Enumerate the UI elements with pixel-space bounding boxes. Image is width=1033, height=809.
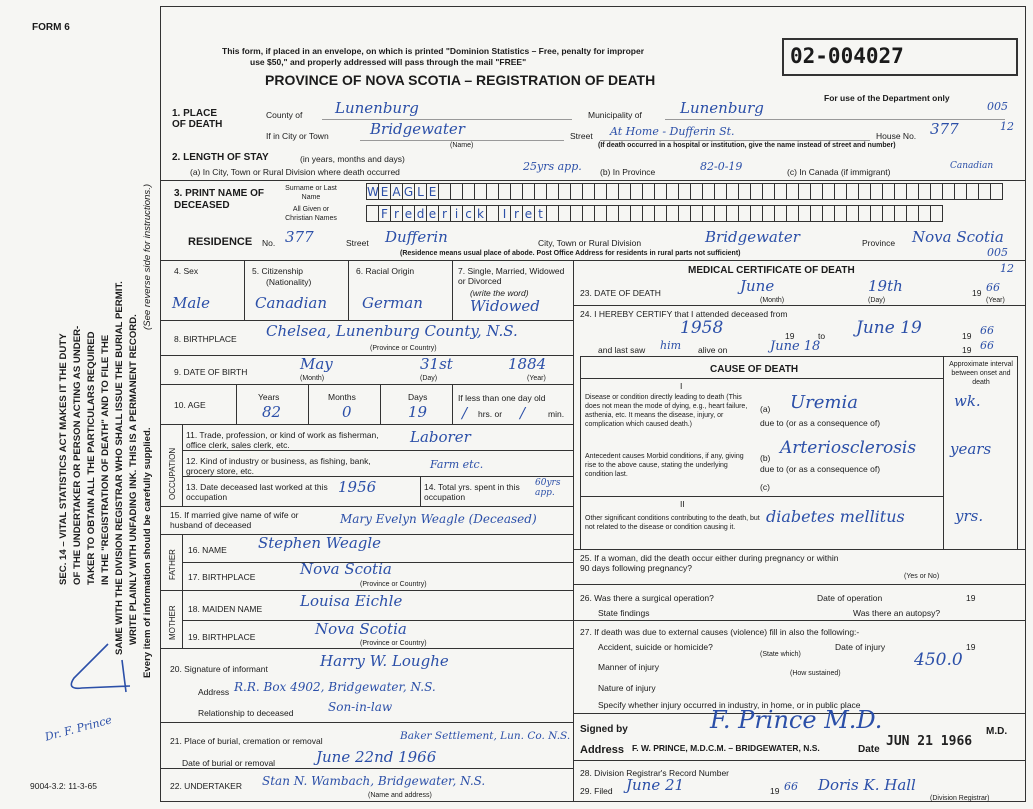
operation-date-label: Date of operation xyxy=(817,593,883,603)
surname-char: E xyxy=(426,183,439,200)
undertaker-value: Stan N. Wambach, Bridgewater, N.S. xyxy=(262,774,486,788)
cause-part-two: II xyxy=(680,499,685,509)
attended-from-19: 19 xyxy=(785,331,795,341)
side-instruction-4: SAME WITH THE DIVISION REGISTRAR WHO SHALL ISSUE THE BURIAL PERMIT. xyxy=(114,281,125,655)
registrar-signature: Doris K. Hall xyxy=(818,776,916,794)
operation-19: 19 xyxy=(966,593,976,603)
burial-value: Baker Settlement, Lun. Co. N.S. xyxy=(400,730,571,742)
given-char: k xyxy=(474,205,487,222)
cause-b-interval: years xyxy=(950,440,992,458)
dob-month: May xyxy=(300,355,333,373)
informant-signature: Harry W. Loughe xyxy=(320,652,449,670)
state-which-caption: (State which) xyxy=(760,651,801,658)
dob-label: 9. DATE OF BIRTH xyxy=(174,367,248,377)
cause-part-one: I xyxy=(680,381,683,391)
birthplace-caption: (Province or Country) xyxy=(370,345,437,352)
place-of-death-label: 1. PLACE OF DEATH xyxy=(172,108,223,130)
surname-char: G xyxy=(403,185,414,199)
injury-date-label: Date of injury xyxy=(835,642,886,652)
given-char: F xyxy=(378,205,391,222)
cause-b-label: (b) xyxy=(760,453,771,463)
informant-address: R.R. Box 4902, Bridgewater, N.S. xyxy=(234,680,436,694)
citizenship-label: 5. Citizenship xyxy=(252,266,304,276)
residence-label: RESIDENCE xyxy=(188,236,253,248)
date-stamp: JUN 21 1966 xyxy=(886,734,973,749)
dob-year-cap: (Year) xyxy=(527,375,546,382)
age-days: 19 xyxy=(408,403,428,421)
cause-of-death-title: CAUSE OF DEATH xyxy=(710,364,799,375)
spouse-label: 15. If married give name of wife or husband of deceased xyxy=(170,510,299,530)
dob-year: 1884 xyxy=(508,355,547,373)
given-char: r xyxy=(510,205,523,222)
marital-label: 7. Single, Married, Widowed or Divorced xyxy=(458,266,565,286)
surname-char: E xyxy=(378,183,391,200)
death-year: 66 xyxy=(986,281,1000,294)
residence-street-label: Street xyxy=(346,238,369,248)
city-label: If in City or Town xyxy=(266,131,329,141)
hospital-note: (If death occurred in a hospital or institution, give the name instead of street and number) xyxy=(598,142,896,149)
last-saw-label: and last saw xyxy=(598,345,646,355)
age-label: 10. AGE xyxy=(174,400,206,410)
hrs-value: / xyxy=(462,404,468,422)
pregnancy-question: 25. If a woman, did the death occur either during pregnancy or within 90 days following pregnancy? xyxy=(580,553,839,573)
direct-cause-label: Disease or condition directly leading to death (This does not mean the mode of dying, e.g., heart failure, asthenia, etc. It means the disease, injury, or complication which caused death.) xyxy=(585,394,748,428)
residence-city-label: City, Town or Rural Division xyxy=(538,238,642,248)
other-conditions-label: Other significant conditions contributing to the death, but not related to the disease or condition causing it. xyxy=(585,515,760,531)
city-value: Bridgewater xyxy=(370,120,465,138)
mother-side-label: MOTHER xyxy=(168,605,177,640)
alive-on-label: alive on xyxy=(698,345,728,355)
last-saw-year: 66 xyxy=(980,339,994,352)
date-label: Date xyxy=(858,744,880,755)
cause-c-label: (c) xyxy=(760,482,770,492)
accident-question: Accident, suicide or homicide? xyxy=(598,642,713,652)
margin-amount: 450.0 xyxy=(914,650,963,670)
side-instruction-7: Every item of information should be carefully supplied. xyxy=(142,427,153,678)
attended-label: 24. I HEREBY CERTIFY that I attended deceased from xyxy=(580,309,788,319)
stay-b-value: 82-0-19 xyxy=(700,160,743,173)
side-instruction-1b: OF THE UNDERTAKER OR PERSON ACTING AS UNDER- xyxy=(72,325,83,585)
death-month: June xyxy=(740,277,775,295)
dept-code-4: 12 xyxy=(1000,262,1014,275)
state-findings-label: State findings xyxy=(598,608,650,618)
given-char: r xyxy=(438,205,451,222)
burial-date-label: Date of burial or removal xyxy=(182,758,276,768)
residence-note: (Residence means usual place of abode. Post Office Address for residents in rural parts not sufficient) xyxy=(400,250,741,257)
min-label: min. xyxy=(548,409,565,419)
marital-sub: (write the word) xyxy=(470,288,529,298)
municipality-value: Lunenburg xyxy=(680,99,764,117)
undertaker-caption: (Name and address) xyxy=(368,792,432,799)
father-birthplace-label: 17. BIRTHPLACE xyxy=(188,572,256,582)
dept-code-3: 005 xyxy=(987,246,1008,259)
sex-label: 4. Sex xyxy=(174,266,199,276)
death-day-cap: (Day) xyxy=(868,297,886,304)
cause-b-value: Arteriosclerosis xyxy=(780,438,917,458)
attended-to-label: to xyxy=(818,331,826,341)
other-conditions-value: diabetes mellitus xyxy=(766,507,905,526)
autopsy-question: Was there an autopsy? xyxy=(853,608,941,618)
death-month-cap: (Month) xyxy=(760,297,785,304)
occ12-value: Farm etc. xyxy=(430,458,484,471)
length-of-stay-sub: (in years, months and days) xyxy=(300,154,405,164)
dept-code-2: 12 xyxy=(1000,120,1014,133)
side-instruction-1: SEC. 14 – VITAL STATISTICS ACT MAKES IT THE DUTY xyxy=(58,333,69,585)
side-instruction-6: (See reverse side for instructions.) xyxy=(142,183,153,330)
occ11-value: Laborer xyxy=(410,428,471,446)
attended-to-19: 19 xyxy=(962,331,972,341)
mother-name: Louisa Eichle xyxy=(300,592,403,610)
mother-birthplace: Nova Scotia xyxy=(315,620,407,638)
manner-label: Manner of injury xyxy=(598,662,659,672)
cause-a-label: (a) xyxy=(760,404,771,414)
house-value: 377 xyxy=(930,120,959,138)
stay-c-value: Canadian xyxy=(950,161,994,171)
dept-code-1: 005 xyxy=(987,100,1008,113)
undertaker-label: 22. UNDERTAKER xyxy=(170,781,242,791)
given-char: c xyxy=(462,205,475,222)
relationship-label: Relationship to deceased xyxy=(198,708,294,718)
residence-street: Dufferin xyxy=(385,228,448,246)
form-number: FORM 6 xyxy=(32,22,70,33)
death-year-prefix: 19 xyxy=(972,288,982,298)
relationship-value: Son-in-law xyxy=(328,700,393,714)
last-saw-value: him xyxy=(660,339,682,352)
residence-prov: Nova Scotia xyxy=(912,228,1004,246)
last-saw-date: June 18 xyxy=(770,339,821,354)
department-use: For use of the Department only xyxy=(824,93,950,103)
citizenship-value: Canadian xyxy=(255,294,328,312)
deceased-name-label: 3. PRINT NAME OF DECEASED xyxy=(174,188,265,211)
occupation-side-label: OCCUPATION xyxy=(168,447,177,500)
surname-char: A xyxy=(390,183,403,200)
stay-a-value: 25yrs app. xyxy=(523,160,582,173)
age-days-cap: Days xyxy=(408,392,428,402)
occ14-label: 14. Total yrs. spent in this occupation xyxy=(424,482,520,502)
surname-char: L xyxy=(414,183,427,200)
informant-label: 20. Signature of informant xyxy=(170,664,268,674)
filed-label: 29. Filed xyxy=(580,786,613,796)
surgery-question: 26. Was there a surgical operation? xyxy=(580,593,714,603)
county-label: County of xyxy=(266,110,303,120)
physician-signature: F. Prince M.D. xyxy=(710,706,883,734)
given-char: I xyxy=(498,205,511,222)
filed-19: 19 xyxy=(770,786,780,796)
municipality-label: Municipality of xyxy=(588,110,642,120)
county-value: Lunenburg xyxy=(335,99,419,117)
house-label: House No. xyxy=(876,131,917,141)
father-birthplace: Nova Scotia xyxy=(300,560,392,578)
occ11-label: 11. Trade, profession, or kind of work as fisherman, office clerk, sales clerk, etc. xyxy=(186,430,379,450)
last-saw-19: 19 xyxy=(962,345,972,355)
given-char: i xyxy=(450,205,463,222)
due-to-label-a: due to (or as a consequence of) xyxy=(760,418,881,428)
age-months-cap: Months xyxy=(328,392,356,402)
residence-no-label: No. xyxy=(262,238,276,248)
side-instruction-3: IN THE "REGISTRATION OF DEATH" AND TO FILE THE xyxy=(100,334,111,585)
registrar-record-label: 28. Division Registrar's Record Number xyxy=(580,768,730,778)
citizenship-sub: (Nationality) xyxy=(266,277,312,287)
due-to-label-b: due to (or as a consequence of) xyxy=(760,464,881,474)
stay-b-label: (b) In Province xyxy=(600,167,656,177)
footer-code: 9004-3.2: 11-3-65 xyxy=(30,781,97,791)
stay-c-label: (c) In Canada (if immigrant) xyxy=(787,167,891,177)
signed-by-label: Signed by xyxy=(580,724,628,735)
attended-to-year: 66 xyxy=(980,324,994,337)
surname-char: W xyxy=(367,185,379,199)
burial-label: 21. Place of burial, cremation or removal xyxy=(170,736,323,746)
registrar-caption: (Division Registrar) xyxy=(930,795,990,802)
mother-birthplace-cap: (Province or Country) xyxy=(360,640,427,647)
given-char: e xyxy=(402,205,415,222)
surname-label: Surname or Last Name xyxy=(285,185,337,201)
date-of-death-label: 23. DATE OF DEATH xyxy=(580,288,661,298)
given-char: t xyxy=(534,205,547,222)
occ13-value: 1956 xyxy=(338,478,377,496)
given-char: e xyxy=(426,205,439,222)
attended-to: June 19 xyxy=(856,318,922,338)
age-years-cap: Years xyxy=(258,392,280,402)
given-char: d xyxy=(414,205,427,222)
notice-line-1: This form, if placed in an envelope, on which is printed "Dominion Statistics – Free, penalty for improper xyxy=(222,46,645,56)
filed-date: June 21 xyxy=(626,776,685,794)
given-char: e xyxy=(522,205,535,222)
father-side-label: FATHER xyxy=(168,549,177,580)
dob-day-cap: (Day) xyxy=(420,375,438,382)
age-months: 0 xyxy=(342,403,352,421)
pregnancy-caption: (Yes or No) xyxy=(904,573,940,580)
dob-month-cap: (Month) xyxy=(300,375,325,382)
mother-birthplace-label: 19. BIRTHPLACE xyxy=(188,632,256,642)
attended-from: 1958 xyxy=(680,318,724,338)
hrs-label: hrs. or xyxy=(478,409,503,419)
how-sustained-caption: (How sustained) xyxy=(790,670,841,677)
address-stamp: F. W. PRINCE, M.D.C.M. – BRIDGEWATER, N.S. xyxy=(632,743,820,753)
form-title: PROVINCE OF NOVA SCOTIA – REGISTRATION OF DEATH xyxy=(265,72,656,88)
interval-label: Approximate interval between onset and death xyxy=(949,361,1013,386)
given-names-grid xyxy=(366,205,942,222)
birthplace-value: Chelsea, Lunenburg County, N.S. xyxy=(266,322,518,340)
age-years: 82 xyxy=(262,403,282,421)
informant-address-label: Address xyxy=(198,687,230,697)
birthplace-label: 8. BIRTHPLACE xyxy=(174,334,237,344)
surname-grid xyxy=(366,183,1002,200)
side-instruction-5: WRITE PLAINLY WITH UNFADING INK. THIS IS A PERMANENT RECORD. xyxy=(128,314,139,645)
filed-year: 66 xyxy=(784,780,798,793)
check-mark xyxy=(60,640,140,710)
marital-value: Widowed xyxy=(470,297,540,315)
residence-prov-label: Province xyxy=(862,238,896,248)
md-label: M.D. xyxy=(986,726,1008,737)
mother-name-label: 18. MAIDEN NAME xyxy=(188,604,263,614)
margin-signature: Dr. F. Prince xyxy=(43,713,114,744)
notice-line-2: use $50," and properly addressed will pass through the mail "FREE" xyxy=(250,57,527,67)
address-label: Address xyxy=(580,744,625,756)
residence-no: 377 xyxy=(285,228,314,246)
min-value: / xyxy=(520,404,526,422)
given-names-label: All Given or Christian Names xyxy=(285,206,337,222)
name-caption: (Name) xyxy=(450,142,474,149)
street-label: Street xyxy=(570,131,593,141)
stay-a-label: (a) In City, Town or Rural Division where death occurred xyxy=(190,167,400,177)
nature-label: Nature of injury xyxy=(598,683,656,693)
racial-origin-label: 6. Racial Origin xyxy=(356,266,415,276)
occ13-label: 13. Date deceased last worked at this occupation xyxy=(186,482,328,502)
where-label: Specify whether injury occurred in industry, in home, or in public place xyxy=(598,700,861,710)
cause-a-value: Uremia xyxy=(790,392,858,413)
given-char: r xyxy=(390,205,403,222)
less-than-day-label: If less than one day old xyxy=(458,393,546,403)
death-day: 19th xyxy=(868,277,903,295)
occ14-value: 60yrs app. xyxy=(535,478,561,498)
injury-19: 19 xyxy=(966,642,976,652)
street-value: At Home - Dufferin St. xyxy=(610,125,735,138)
side-instruction-2: TAKER TO OBTAIN ALL THE PARTICULARS REQUIRED xyxy=(86,331,97,585)
medical-cert-title: MEDICAL CERTIFICATE OF DEATH xyxy=(688,265,855,276)
external-causes-label: 27. If death was due to external causes (violence) fill in also the following:- xyxy=(580,627,860,637)
cause-a-interval: wk. xyxy=(954,392,981,410)
residence-city: Bridgewater xyxy=(705,228,800,246)
death-year-cap: (Year) xyxy=(986,297,1005,304)
father-birthplace-cap: (Province or Country) xyxy=(360,581,427,588)
registration-number: 02-004027 xyxy=(790,44,904,68)
other-conditions-interval: yrs. xyxy=(955,507,984,525)
father-name: Stephen Weagle xyxy=(258,534,382,552)
racial-origin-value: German xyxy=(362,294,423,312)
sex-value: Male xyxy=(172,294,210,312)
dob-day: 31st xyxy=(420,355,453,373)
antecedent-label: Antecedent causes Morbid conditions, if any, giving rise to the above cause, stating the underlying condition last. xyxy=(585,453,744,478)
occ12-label: 12. Kind of industry or business, as fishing, bank, grocery store, etc. xyxy=(186,456,371,476)
length-of-stay-label: 2. LENGTH OF STAY xyxy=(172,152,269,163)
father-name-label: 16. NAME xyxy=(188,545,227,555)
burial-date: June 22nd 1966 xyxy=(316,748,437,766)
spouse-value: Mary Evelyn Weagle (Deceased) xyxy=(340,512,537,526)
